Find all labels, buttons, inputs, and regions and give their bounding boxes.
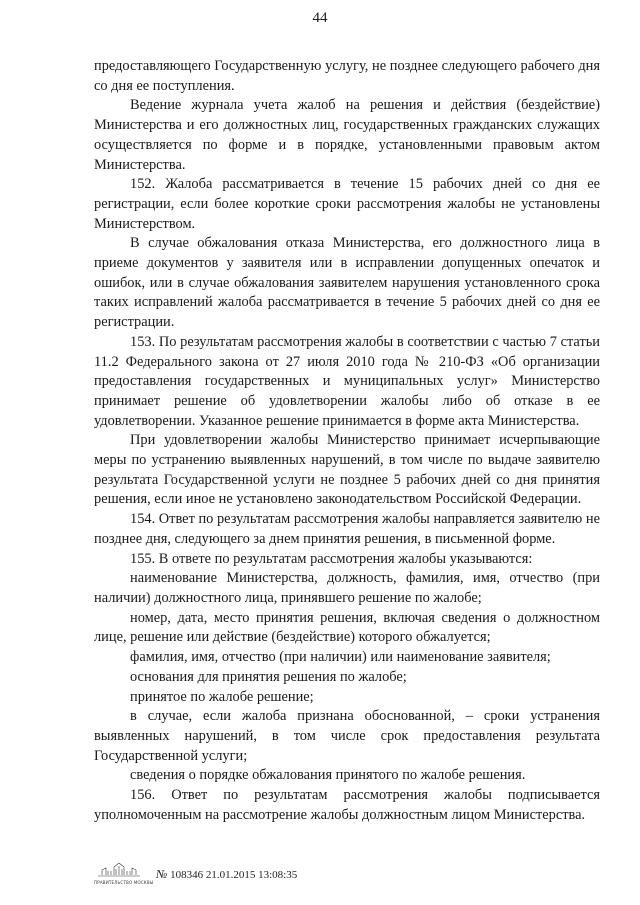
paragraph: основания для принятия решения по жалобе; — [130, 668, 407, 685]
paragraph: 153. По результатам рассмотрения жалобы в соответствии с частью 7 статьи 11.2 Федерального закона от 27 июля 2010 года № 210-ФЗ «Об организации предоставления государственных и муниципальных услуг» Министерство принимает решение об удовлетворении жалобы либо об отказе в ее удовлетворении. Указанное решение принимается в форме акта Министерства. — [94, 333, 600, 429]
logo-caption: ПРАВИТЕЛЬСТВО МОСКВЫ — [94, 880, 154, 885]
paragraph: 155. В ответе по результатам рассмотрения жалобы указываются: — [130, 550, 533, 567]
paragraph: В случае обжалования отказа Министерства, его должностного лица в приеме документов у заявителя или в исправлении допущенных опечаток и ошибок, или в случае обжалования заявителем нарушения установленного срока таких исправлений жалоба рассматривается в течение 5 рабочих дней со дня ее регистрации. — [94, 235, 600, 331]
paragraph: Ведение журнала учета жалоб на решения и действия (бездействие) Министерства и его должностных лиц, государственных гражданских служащих осуществляется по форме и в порядке, установленными правовым актом Министерства. — [94, 97, 600, 173]
registration-number-date: 108346 21.01.2015 13:08:35 — [170, 869, 298, 881]
document-body — [94, 57, 600, 825]
paragraph: номер, дата, место принятия решения, включая сведения о должностном лице, решение или действие (бездействие) которого обжалуется; — [94, 609, 600, 646]
document-footer — [94, 861, 394, 891]
paragraph: сведения о порядке обжалования принятого по жалобе решения. — [130, 767, 526, 784]
number-sign: № — [156, 867, 168, 881]
paragraph: 156. Ответ по результатам рассмотрения жалобы подписывается уполномоченным на рассмотрение жалобы должностным лицом Министерства. — [94, 787, 600, 823]
paragraph: 152. Жалоба рассматривается в течение 15 рабочих дней со дня ее регистрации, если более короткие сроки рассмотрения жалобы не установлены Министерством. — [94, 176, 600, 232]
page-number: 44 — [312, 10, 328, 26]
paragraph: наименование Министерства, должность, фамилия, имя, отчество (при наличии) должностного лица, принявшего решение по жалобе; — [94, 570, 600, 606]
paragraph: 154. Ответ по результатам рассмотрения жалобы направляется заявителю не позднее дня, следующего за днем принятия решения, в письменной форме. — [94, 511, 600, 547]
paragraph: в случае, если жалоба признана обоснованной, – сроки устранения выявленных нарушений, в том числе срок предоставления результата Государственной услуги; — [94, 708, 600, 764]
paragraph: предоставляющего Государственную услугу, не позднее следующего рабочего дня со дня ее поступления. — [94, 58, 600, 94]
document-registration-code — [156, 867, 297, 882]
paragraph: фамилия, имя, отчество (при наличии) или наименование заявителя; — [130, 649, 551, 666]
paragraph: При удовлетворении жалобы Министерство принимает исчерпывающие меры по устранению выявленных нарушений, в том числе по выдаче заявителю результата Государственной услуги не позднее 5 рабочих дней со дня принятия решения, если иное не установлено законодательством Российской Федерации. — [94, 432, 600, 508]
paragraph: принятое по жалобе решение; — [130, 688, 314, 705]
